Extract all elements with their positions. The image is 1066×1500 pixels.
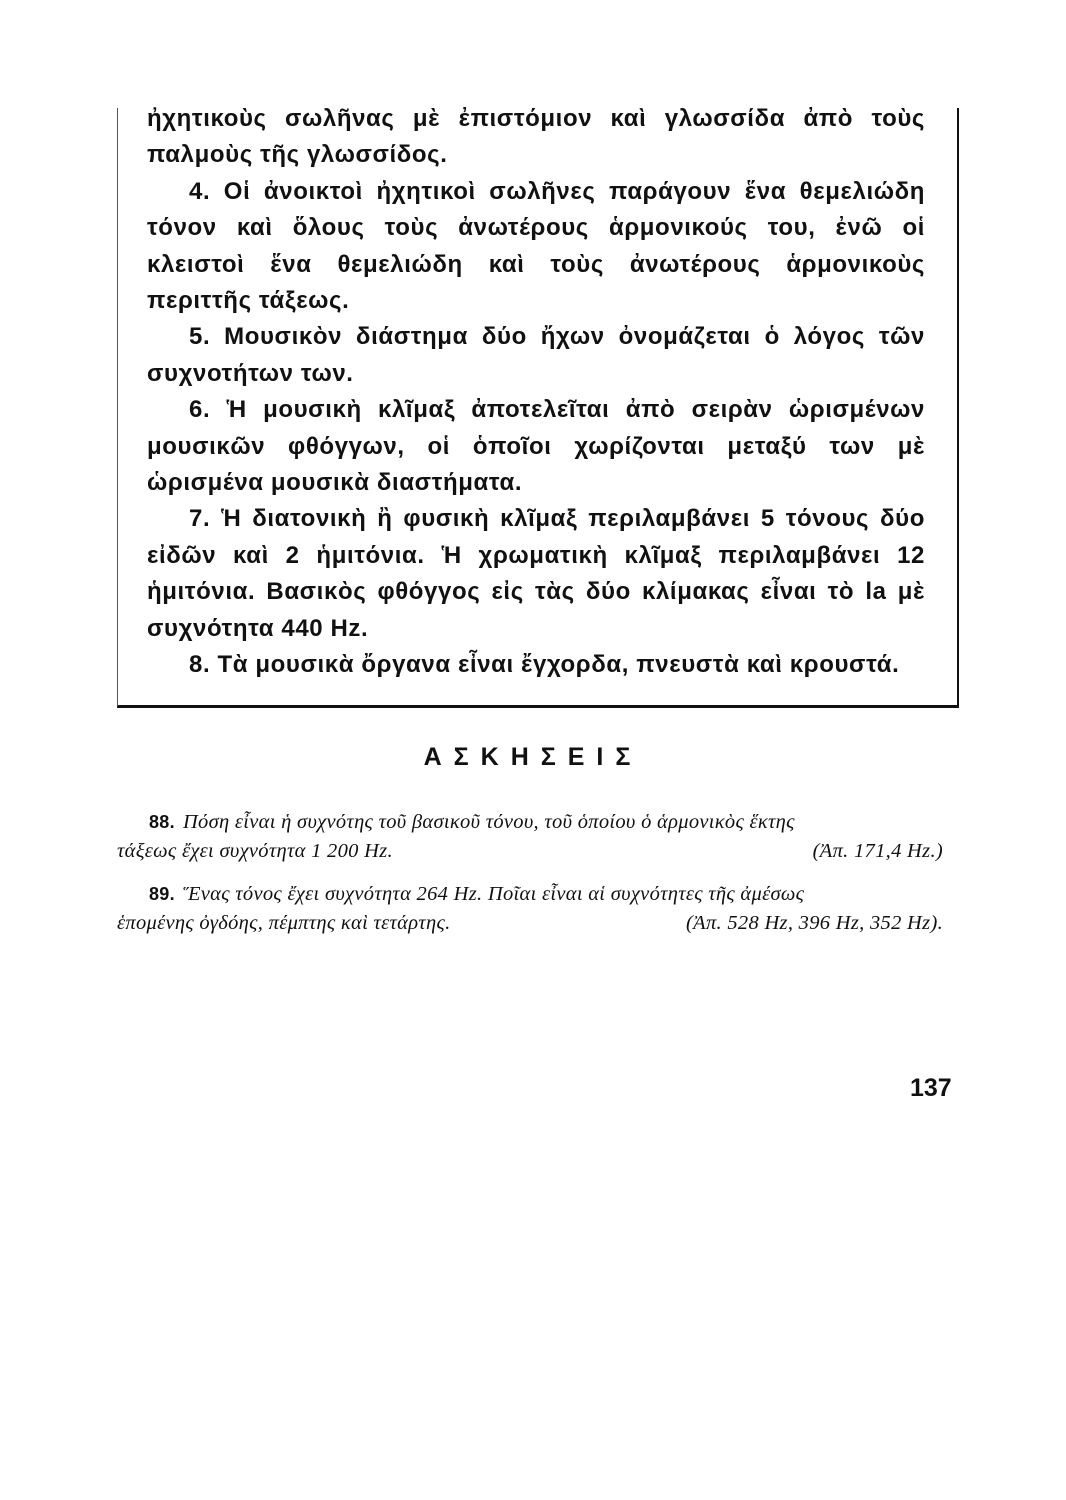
exercise-question-line: Πόση εἶναι ἡ συχνότης τοῦ βασικοῦ τόνου, τοῦ ὁποίου ὁ ἁρμονικὸς ἕκτης [182, 811, 795, 833]
exercise-question-line: τάξεως ἔχει συχνότητα 1 200 Hz. [117, 840, 393, 862]
exercise-answer: (Ἀπ. 528 Hz, 396 Hz, 352 Hz). [686, 912, 943, 934]
summary-item-4: 4. Οἱ ἀνοικτοὶ ἠχητικοὶ σωλῆνες παράγουν ἕνα θεμελιώδη τόνον καὶ ὅλους τοὺς ἀνωτέρους ἁρμονικούς του, ἐνῶ οἱ κλειστοὶ ἕνα θεμελιώδη καὶ τοὺς ἀνωτέρους ἁρμονικοὺς περιττῆς τάξεως. [147, 177, 925, 315]
summary-item-7: 7. Ἡ διατονικὴ ἢ φυσικὴ κλῖμαξ περιλαμβάνει 5 τόνους δύο εἰδῶν καὶ 2 ἡμιτόνια. Ἡ χρωματικὴ κλῖμαξ περιλαμβάνει 12 ἡμιτόνια. Βασικὸς φθόγγος εἰς τὰς δύο κλίμακας εἶναι τὸ la μὲ συχνότητα 440 Hz. [147, 505, 925, 642]
summary-continuation: ἠχητικοὺς σωλῆνας μὲ ἐπιστόμιον καὶ γλωσσίδα ἀπὸ τοὺς παλμοὺς τῆς γλωσσίδος. [147, 105, 925, 169]
exercise-89 [117, 880, 959, 938]
exercise-number: 89. [149, 884, 175, 904]
exercise-question-line: Ἕνας τόνος ἔχει συχνότητα 264 Hz. Ποῖαι εἶναι αἱ συχνότητες τῆς ἀμέσως [182, 883, 805, 905]
summary-item-5: 5. Μουσικὸν διάστημα δύο ἤχων ὀνομάζεται ὁ λόγος τῶν συχνοτήτων των. [147, 323, 925, 387]
summary-item-6: 6. Ἡ μουσικὴ κλῖμαξ ἀποτελεῖται ἀπὸ σειρὰν ὡρισμένων μουσικῶν φθόγγων, οἱ ὁποῖοι χωρίζονται μεταξύ των μὲ ὡρισμένα μουσικὰ διαστήματα. [147, 396, 925, 497]
exercise-88-line1-wrap [149, 808, 795, 837]
page-number: 137 [910, 1074, 952, 1102]
summary-text [147, 101, 925, 684]
exercise-answer: (Ἀπ. 171,4 Hz.) [812, 840, 943, 862]
exercises-heading: ΑΣΚΗΣΕΙΣ [423, 743, 643, 771]
exercise-number: 88. [149, 812, 175, 832]
exercise-88 [117, 808, 959, 866]
exercise-89-line1-wrap [149, 880, 804, 909]
summary-item-8: 8. Τὰ μουσικὰ ὄργανα εἶναι ἔγχορδα, πνευστὰ καὶ κρουστά. [189, 651, 900, 679]
exercise-question-line: ἑπομένης ὀγδόης, πέμπτης καὶ τετάρτης. [117, 912, 451, 934]
